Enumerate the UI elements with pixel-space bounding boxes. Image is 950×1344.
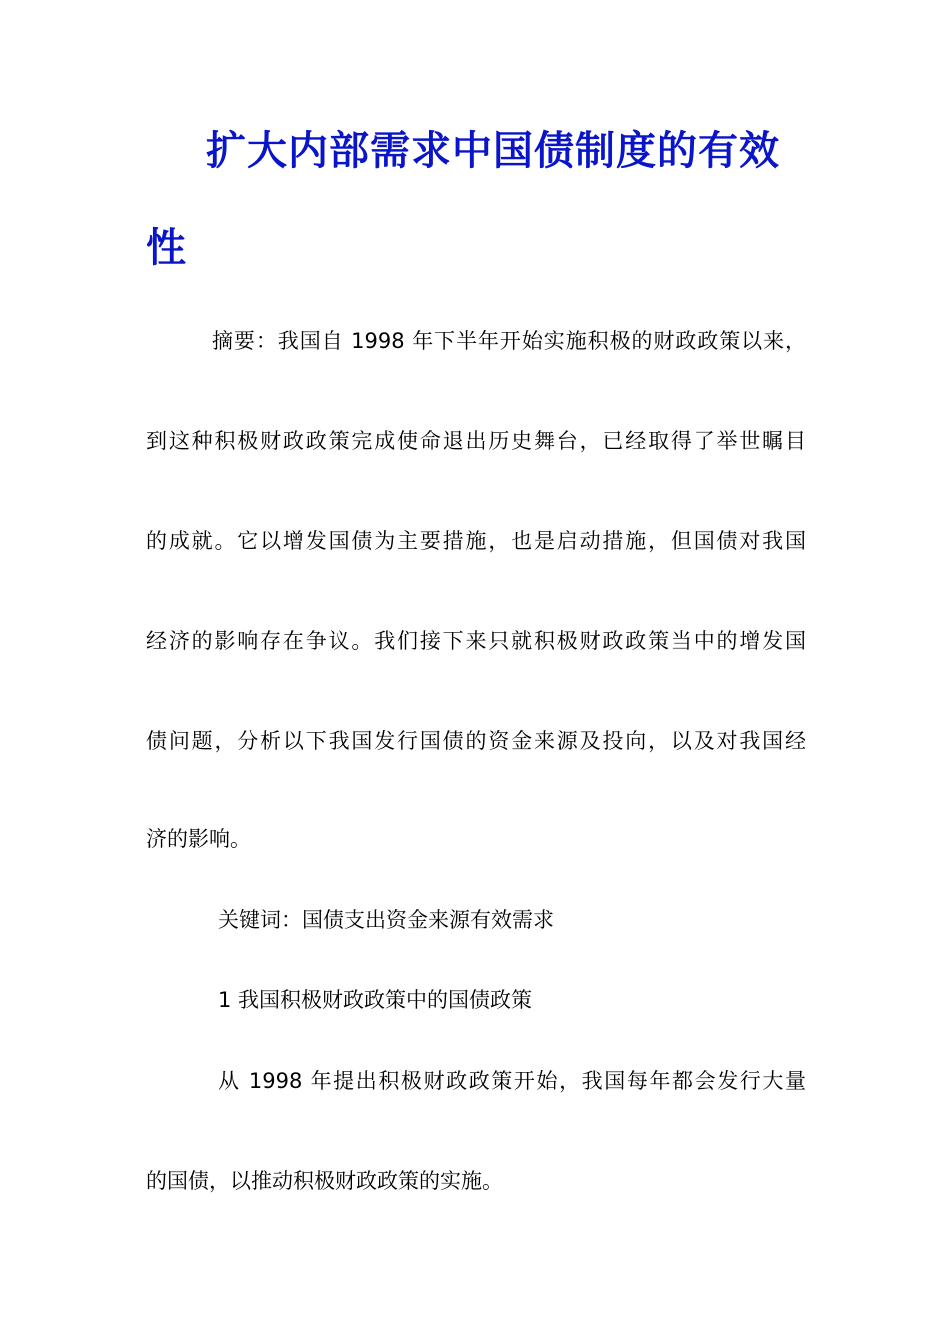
document-title-line-2: 性	[146, 225, 187, 271]
section-1-heading: 1 我国积极财政政策中的国债政策	[218, 988, 533, 1012]
abstract-line-4: 经济的影响存在争议。我们接下来只就积极财政政策当中的增发国	[146, 629, 806, 653]
document-title-line-1: 扩大内部需求中国债制度的有效	[206, 128, 780, 174]
abstract-line-6: 济的影响。	[146, 827, 251, 851]
abstract-line-1: 摘要：我国自 1998 年下半年开始实施积极的财政政策以来，	[212, 329, 806, 353]
abstract-line-5: 债问题，分析以下我国发行国债的资金来源及投向，以及对我国经	[146, 729, 806, 753]
section-1-line-2: 的国债，以推动积极财政政策的实施。	[146, 1169, 503, 1193]
abstract-line-3: 的成就。它以增发国债为主要措施，也是启动措施，但国债对我国	[146, 529, 806, 553]
section-1-line-1: 从 1998 年提出积极财政政策开始，我国每年都会发行大量	[218, 1069, 806, 1093]
abstract-line-2: 到这种积极财政政策完成使命退出历史舞台，已经取得了举世瞩目	[146, 429, 806, 453]
keywords: 关键词：国债支出资金来源有效需求	[218, 908, 554, 932]
